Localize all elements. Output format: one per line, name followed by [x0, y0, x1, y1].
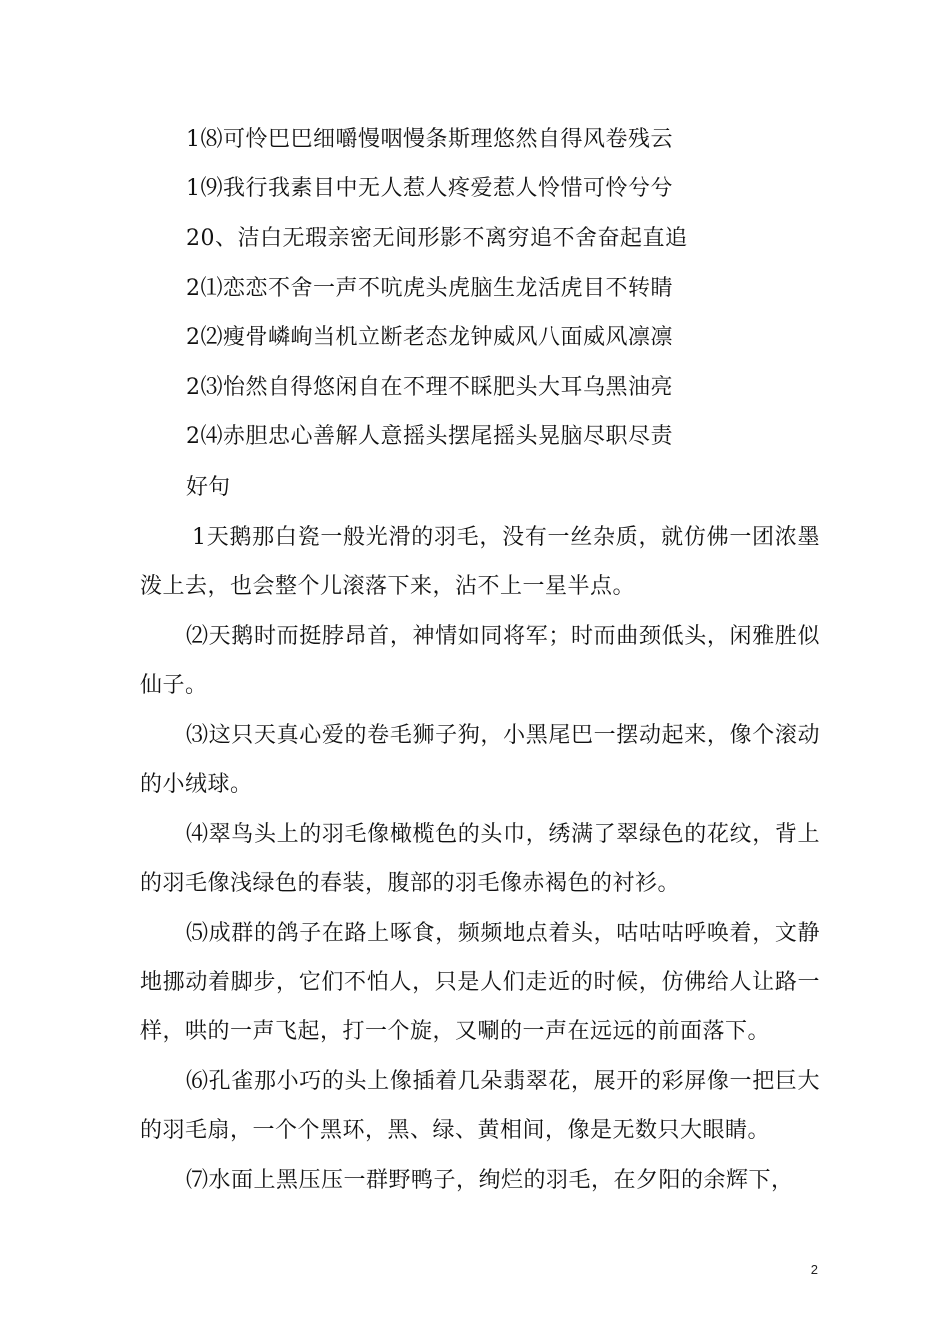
idiom-line: 2⑷赤胆忠心善解人意摇头摆尾摇头晃脑尽职尽责 [186, 424, 673, 449]
idiom-line: 2⑵瘦骨嶙峋当机立断老态龙钟威风八面威风凛凛 [186, 325, 673, 350]
idiom-line: 1⑻可怜巴巴细嚼慢咽慢条斯理悠然自得风卷残云 [186, 127, 673, 152]
sentence-paragraph: ⑸成群的鸽子在路上啄食，频频地点着头，咕咕咕呼唤着，文静地挪动着脚步，它们不怕人，只是人们走近的时候，仿佛给人让路一样，哄的一声飞起，打一个旋，又唰的一声在远远的前面落下。 [140, 921, 820, 1044]
sentence-paragraph: ⑹孔雀那小巧的头上像插着几朵翡翠花，展开的彩屏像一把巨大的羽毛扇，一个个黑环，黑、绿、黄相间，像是无数只大眼睛。 [140, 1069, 820, 1143]
sentence-paragraph: ⑺水面上黑压压一群野鸭子，绚烂的羽毛，在夕阳的余辉下， [186, 1168, 794, 1193]
sentence-paragraph: ⑶这只天真心爱的卷毛狮子狗，小黑尾巴一摆动起来，像个滚动的小绒球。 [140, 723, 820, 797]
sentence-paragraph: ⑵天鹅时而挺脖昂首，神情如同将军；时而曲颈低头，闲雅胜似仙子。 [140, 624, 820, 698]
sentence-paragraph: 1天鹅那白瓷一般光滑的羽毛，没有一丝杂质，就仿佛一团浓墨泼上去，也会整个儿滚落下来，沾不上一星半点。 [140, 525, 820, 599]
idiom-line: 1⑼我行我素目中无人惹人疼爱惹人怜惜可怜兮兮 [186, 176, 673, 201]
page-number: 2 [810, 1262, 818, 1277]
idiom-line: 20、洁白无瑕亲密无间形影不离穷追不舍奋起直追 [186, 226, 688, 251]
idiom-line: 2⑴恋恋不舍一声不吭虎头虎脑生龙活虎目不转睛 [186, 276, 673, 301]
idiom-line: 2⑶怡然自得悠闲自在不理不睬肥头大耳乌黑油亮 [186, 375, 673, 400]
sentence-paragraph: ⑷翠鸟头上的羽毛像橄榄色的头巾，绣满了翠绿色的花纹，背上的羽毛像浅绿色的春装，腹部的羽毛像赤褐色的衬衫。 [140, 822, 820, 896]
section-heading: 好句 [186, 475, 231, 500]
